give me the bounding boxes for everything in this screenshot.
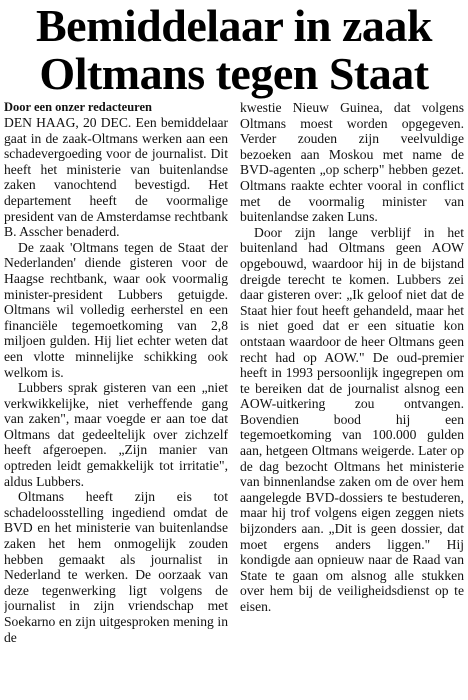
headline	[0, 0, 468, 98]
article-paragraph: Lubbers sprak gisteren van een „niet verkwikkelijke, niet verheffende gang van zaken", maar voegde er aan toe dat Oltmans dat gedeeltelijk over zichzelf heeft afgeroepen. „Zijn manier van optreden leidt gemakkelijk tot irritatie", aldus Lubbers.	[4, 380, 228, 489]
article-paragraph: Oltmans heeft zijn eis tot schadeloosstelling ingediend omdat de BVD en het ministerie van buitenlandse zaken het hem onmogelijk zouden hebben gemaakt als journalist in Nederland te werken. De oorzaak van deze tegenwerking ligt volgens de journalist in zijn vriendschap met Soekarno en zijn uitgesproken mening in de	[4, 489, 228, 645]
headline-line-2: Oltmans tegen Staat	[39, 48, 429, 99]
dateline: DEN HAAG, 20 DEC.	[4, 115, 132, 130]
article-body	[4, 100, 464, 698]
article-column-left	[4, 100, 228, 698]
article-paragraph: kwestie Nieuw Guinea, dat volgens Oltmans moest worden opgegeven. Verder zouden zijn veelvuldige bezoeken aan Moskou met name de BVD-agenten „op scherp" hebben gezet. Oltmans raakte echter vooral in conflict met de voormalig minister van buitenlandse zaken Luns.	[240, 100, 464, 225]
headline-line-1: Bemiddelaar in zaak	[35, 0, 432, 51]
article-paragraph: Door zijn lange verblijf in het buitenland had Oltmans geen AOW opgebouwd, waardoor hij in de bijstand dreigde terecht te komen. Lubbers zei daar gisteren over: „Ik geloof niet dat de Staat hier fout heeft gehandeld, maar het is niet goed dat er een situatie kon ontstaan waardoor de heer Oltmans geen recht had op AOW." De oud-premier heeft in 1993 persoonlijk ingegrepen om te bereiken dat de journalist alsnog een AOW-uitkering zou ontvangen. Bovendien bood hij een tegemoetkoming van 100.000 gulden aan, hetgeen Oltmans weigerde. Later op de dag bezocht Oltmans het ministerie van binnenlandse zaken om de over hem aangelegde BVD-dossiers te bestuderen, maar hij trof volgens eigen zeggen niets bijzonders aan. „Dit is geen dossier, dat moet ergens anders liggen." Hij kondigde aan opnieuw naar de Raad van State te gaan om alsnog alle stukken over hem bij de veiligheidsdienst op te eisen.	[240, 224, 464, 614]
article-paragraph	[4, 115, 228, 240]
article-column-right	[240, 100, 464, 698]
article-paragraph: De zaak 'Oltmans tegen de Staat der Nederlanden' diende gisteren voor de Haagse rechtbank, waar ook voormalig minister-president Lubbers getuigde. Oltmans wil volledig eerherstel en een financiële tegemoetkoming van 2,8 miljoen gulden. Hij liet echter weten dat een vlotte minnelijke schikking ook welkom is.	[4, 239, 228, 380]
paragraph-text: Een bemiddelaar gaat in de zaak-Oltmans werken aan een schadevergoeding voor de journalist. Dit heeft het ministerie van buitenlandse zaken vanochtend bevestigd. Het departement heeft de voormalige president van de Amsterdamse rechtbank B. Asscher benaderd.	[4, 115, 228, 240]
byline: Door een onzer redacteuren	[4, 100, 152, 114]
